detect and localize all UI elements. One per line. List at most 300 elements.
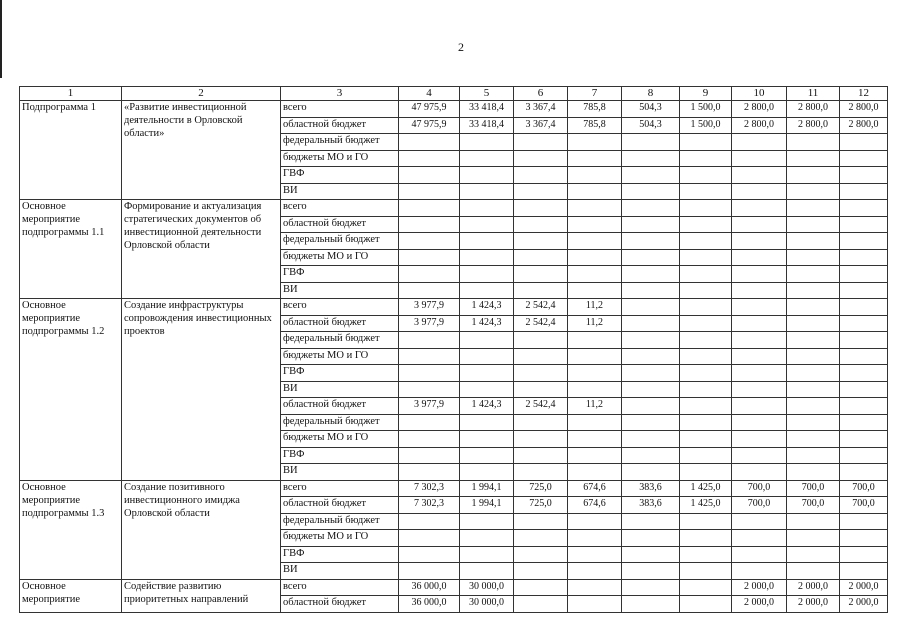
funding-source: ВИ [281, 464, 399, 481]
value-cell [680, 216, 732, 233]
value-cell [787, 249, 840, 266]
value-cell [514, 447, 568, 464]
funding-table [19, 86, 888, 613]
value-cell [514, 563, 568, 580]
value-cell [622, 282, 680, 299]
value-cell: 47 975,9 [399, 101, 460, 118]
value-cell: 2 000,0 [732, 596, 787, 613]
value-cell [399, 447, 460, 464]
value-cell [787, 315, 840, 332]
value-cell [622, 183, 680, 200]
value-cell [399, 200, 460, 217]
value-cell [460, 150, 514, 167]
funding-source: федеральный бюджет [281, 332, 399, 349]
value-cell [399, 266, 460, 283]
value-cell [787, 134, 840, 151]
value-cell: 33 418,4 [460, 117, 514, 134]
value-cell [732, 150, 787, 167]
value-cell [732, 315, 787, 332]
value-cell [399, 150, 460, 167]
value-cell: 36 000,0 [399, 579, 460, 596]
value-cell [787, 381, 840, 398]
value-cell [732, 282, 787, 299]
value-cell [622, 381, 680, 398]
value-cell [622, 233, 680, 250]
value-cell [399, 167, 460, 184]
value-cell [732, 299, 787, 316]
value-cell [787, 431, 840, 448]
value-cell: 2 000,0 [787, 579, 840, 596]
funding-source: областной бюджет [281, 398, 399, 415]
value-cell: 11,2 [568, 398, 622, 415]
value-cell [680, 315, 732, 332]
value-cell [514, 530, 568, 547]
value-cell [840, 216, 888, 233]
funding-source: федеральный бюджет [281, 513, 399, 530]
value-cell [568, 233, 622, 250]
value-cell [732, 414, 787, 431]
value-cell [840, 348, 888, 365]
value-cell [622, 398, 680, 415]
value-cell [399, 563, 460, 580]
column-header: 11 [787, 87, 840, 101]
value-cell [568, 530, 622, 547]
activity-name: Формирование и актуализация стратегических документов об инвестиционной деятельности Орловской области [122, 200, 281, 299]
value-cell [680, 447, 732, 464]
value-cell [460, 513, 514, 530]
value-cell [732, 530, 787, 547]
value-cell [568, 579, 622, 596]
value-cell [680, 150, 732, 167]
value-cell [514, 348, 568, 365]
value-cell [514, 365, 568, 382]
value-cell: 700,0 [840, 497, 888, 514]
value-cell [568, 348, 622, 365]
value-cell: 504,3 [622, 101, 680, 118]
value-cell [568, 200, 622, 217]
value-cell [622, 249, 680, 266]
value-cell [680, 513, 732, 530]
value-cell: 700,0 [732, 497, 787, 514]
funding-source: ГВФ [281, 546, 399, 563]
value-cell: 33 418,4 [460, 101, 514, 118]
table-row [20, 200, 888, 217]
value-cell [622, 200, 680, 217]
value-cell [514, 183, 568, 200]
column-header: 7 [568, 87, 622, 101]
value-cell [732, 431, 787, 448]
value-cell [787, 546, 840, 563]
value-cell [460, 249, 514, 266]
value-cell [568, 249, 622, 266]
value-cell [787, 266, 840, 283]
value-cell [514, 167, 568, 184]
value-cell [840, 282, 888, 299]
value-cell [787, 282, 840, 299]
value-cell: 3 977,9 [399, 315, 460, 332]
value-cell [622, 464, 680, 481]
value-cell: 2 800,0 [732, 117, 787, 134]
value-cell [622, 546, 680, 563]
value-cell [568, 134, 622, 151]
value-cell [787, 150, 840, 167]
value-cell [568, 282, 622, 299]
value-cell [622, 365, 680, 382]
value-cell [787, 530, 840, 547]
value-cell [840, 332, 888, 349]
activity-name: Создание позитивного инвестиционного имиджа Орловской области [122, 480, 281, 579]
value-cell [399, 183, 460, 200]
value-cell: 2 800,0 [787, 117, 840, 134]
value-cell [840, 414, 888, 431]
value-cell [568, 464, 622, 481]
value-cell [460, 464, 514, 481]
funding-source: ГВФ [281, 266, 399, 283]
value-cell [840, 150, 888, 167]
value-cell [840, 546, 888, 563]
value-cell [840, 464, 888, 481]
value-cell: 700,0 [787, 480, 840, 497]
value-cell [399, 414, 460, 431]
column-header: 10 [732, 87, 787, 101]
value-cell [680, 134, 732, 151]
value-cell [568, 167, 622, 184]
value-cell [732, 546, 787, 563]
column-header: 12 [840, 87, 888, 101]
value-cell: 700,0 [732, 480, 787, 497]
value-cell: 1 994,1 [460, 480, 514, 497]
value-cell [460, 414, 514, 431]
value-cell: 2 800,0 [840, 117, 888, 134]
value-cell [514, 150, 568, 167]
funding-source: федеральный бюджет [281, 134, 399, 151]
value-cell [399, 546, 460, 563]
funding-source: бюджеты МО и ГО [281, 249, 399, 266]
value-cell [622, 348, 680, 365]
value-cell [622, 414, 680, 431]
value-cell [514, 332, 568, 349]
value-cell: 383,6 [622, 497, 680, 514]
value-cell [514, 596, 568, 613]
value-cell [840, 563, 888, 580]
value-cell [460, 216, 514, 233]
value-cell [460, 233, 514, 250]
value-cell: 2 800,0 [732, 101, 787, 118]
funding-source: областной бюджет [281, 315, 399, 332]
value-cell [680, 233, 732, 250]
value-cell [568, 546, 622, 563]
value-cell [514, 233, 568, 250]
column-header: 1 [20, 87, 122, 101]
value-cell [460, 348, 514, 365]
funding-source: ВИ [281, 381, 399, 398]
value-cell [514, 200, 568, 217]
column-header: 4 [399, 87, 460, 101]
value-cell [680, 299, 732, 316]
value-cell [399, 216, 460, 233]
value-cell [514, 464, 568, 481]
value-cell [460, 381, 514, 398]
value-cell: 2 542,4 [514, 398, 568, 415]
activity-label: Основное мероприятие подпрограммы 1.3 [20, 480, 122, 579]
value-cell [568, 365, 622, 382]
value-cell [399, 464, 460, 481]
value-cell [840, 233, 888, 250]
left-margin-rule [0, 0, 2, 78]
value-cell [460, 183, 514, 200]
value-cell [568, 266, 622, 283]
value-cell [680, 414, 732, 431]
value-cell: 2 000,0 [732, 579, 787, 596]
value-cell [787, 332, 840, 349]
value-cell [514, 579, 568, 596]
funding-source: бюджеты МО и ГО [281, 530, 399, 547]
value-cell [460, 282, 514, 299]
value-cell [399, 134, 460, 151]
value-cell: 504,3 [622, 117, 680, 134]
value-cell [732, 447, 787, 464]
value-cell [680, 183, 732, 200]
activity-name: Содействие развитию приоритетных направлений [122, 579, 281, 612]
value-cell [514, 134, 568, 151]
value-cell [568, 563, 622, 580]
value-cell [787, 216, 840, 233]
value-cell [622, 563, 680, 580]
value-cell [840, 183, 888, 200]
value-cell: 3 977,9 [399, 398, 460, 415]
funding-source: областной бюджет [281, 216, 399, 233]
value-cell [568, 381, 622, 398]
table-body [20, 87, 888, 613]
value-cell [460, 447, 514, 464]
value-cell: 2 800,0 [840, 101, 888, 118]
funding-source: областной бюджет [281, 117, 399, 134]
value-cell [840, 266, 888, 283]
value-cell [840, 315, 888, 332]
funding-source: федеральный бюджет [281, 414, 399, 431]
funding-source: областной бюджет [281, 596, 399, 613]
value-cell [840, 365, 888, 382]
funding-source: ВИ [281, 282, 399, 299]
value-cell [460, 546, 514, 563]
value-cell [622, 513, 680, 530]
value-cell [732, 183, 787, 200]
value-cell: 36 000,0 [399, 596, 460, 613]
value-cell [732, 332, 787, 349]
value-cell [680, 249, 732, 266]
value-cell [680, 167, 732, 184]
value-cell [399, 365, 460, 382]
value-cell [732, 563, 787, 580]
value-cell [399, 282, 460, 299]
value-cell [399, 381, 460, 398]
value-cell [622, 579, 680, 596]
funding-source: ВИ [281, 183, 399, 200]
value-cell: 30 000,0 [460, 596, 514, 613]
funding-source: всего [281, 480, 399, 497]
column-header: 9 [680, 87, 732, 101]
value-cell [680, 398, 732, 415]
value-cell [732, 381, 787, 398]
value-cell: 700,0 [840, 480, 888, 497]
value-cell [787, 398, 840, 415]
value-cell [399, 513, 460, 530]
funding-source: федеральный бюджет [281, 233, 399, 250]
value-cell [840, 299, 888, 316]
value-cell [514, 381, 568, 398]
value-cell [787, 183, 840, 200]
value-cell [840, 381, 888, 398]
value-cell: 2 800,0 [787, 101, 840, 118]
value-cell [680, 332, 732, 349]
value-cell [840, 530, 888, 547]
funding-source: всего [281, 299, 399, 316]
value-cell [680, 365, 732, 382]
value-cell: 1 425,0 [680, 480, 732, 497]
value-cell [680, 563, 732, 580]
value-cell [622, 596, 680, 613]
value-cell [732, 513, 787, 530]
value-cell: 725,0 [514, 480, 568, 497]
value-cell [622, 150, 680, 167]
value-cell [787, 233, 840, 250]
value-cell [568, 150, 622, 167]
value-cell: 700,0 [787, 497, 840, 514]
value-cell [399, 431, 460, 448]
value-cell [460, 167, 514, 184]
value-cell [680, 348, 732, 365]
activity-name: Создание инфраструктуры сопровождения инвестиционных проектов [122, 299, 281, 481]
value-cell [787, 348, 840, 365]
value-cell: 47 975,9 [399, 117, 460, 134]
value-cell: 2 000,0 [787, 596, 840, 613]
value-cell [680, 464, 732, 481]
value-cell [514, 216, 568, 233]
value-cell: 1 424,3 [460, 398, 514, 415]
value-cell [732, 167, 787, 184]
table-row [20, 101, 888, 118]
value-cell: 1 425,0 [680, 497, 732, 514]
value-cell [568, 183, 622, 200]
value-cell [399, 348, 460, 365]
value-cell [680, 381, 732, 398]
value-cell: 11,2 [568, 299, 622, 316]
value-cell: 7 302,3 [399, 480, 460, 497]
value-cell: 2 000,0 [840, 579, 888, 596]
value-cell [787, 563, 840, 580]
value-cell: 3 977,9 [399, 299, 460, 316]
value-cell [399, 249, 460, 266]
column-header: 5 [460, 87, 514, 101]
value-cell [460, 266, 514, 283]
value-cell [787, 513, 840, 530]
value-cell [460, 332, 514, 349]
value-cell [568, 431, 622, 448]
value-cell [787, 414, 840, 431]
value-cell [732, 233, 787, 250]
value-cell [460, 530, 514, 547]
value-cell [787, 447, 840, 464]
column-header: 6 [514, 87, 568, 101]
value-cell [514, 431, 568, 448]
value-cell: 1 500,0 [680, 101, 732, 118]
value-cell [840, 431, 888, 448]
value-cell [680, 579, 732, 596]
value-cell [514, 249, 568, 266]
value-cell [680, 596, 732, 613]
value-cell [840, 513, 888, 530]
activity-label: Основное мероприятие подпрограммы 1.1 [20, 200, 122, 299]
value-cell [622, 332, 680, 349]
funding-source: ГВФ [281, 365, 399, 382]
value-cell: 1 994,1 [460, 497, 514, 514]
value-cell [399, 530, 460, 547]
table-row [20, 480, 888, 497]
value-cell [840, 398, 888, 415]
value-cell [840, 167, 888, 184]
funding-source: всего [281, 200, 399, 217]
activity-label: Подпрограмма 1 [20, 101, 122, 200]
value-cell [399, 332, 460, 349]
column-header: 8 [622, 87, 680, 101]
value-cell: 674,6 [568, 497, 622, 514]
value-cell [680, 266, 732, 283]
value-cell [840, 200, 888, 217]
funding-source: ГВФ [281, 447, 399, 464]
value-cell [732, 348, 787, 365]
funding-source: бюджеты МО и ГО [281, 348, 399, 365]
value-cell: 674,6 [568, 480, 622, 497]
value-cell [622, 431, 680, 448]
value-cell [622, 315, 680, 332]
funding-source: ВИ [281, 563, 399, 580]
value-cell: 3 367,4 [514, 101, 568, 118]
value-cell [568, 216, 622, 233]
value-cell [568, 596, 622, 613]
activity-label: Основное мероприятие [20, 579, 122, 612]
table-row [20, 299, 888, 316]
value-cell [514, 546, 568, 563]
value-cell: 785,8 [568, 101, 622, 118]
value-cell: 383,6 [622, 480, 680, 497]
value-cell [514, 266, 568, 283]
value-cell [460, 365, 514, 382]
funding-source: областной бюджет [281, 497, 399, 514]
value-cell: 725,0 [514, 497, 568, 514]
value-cell: 11,2 [568, 315, 622, 332]
value-cell [568, 414, 622, 431]
column-header: 3 [281, 87, 399, 101]
value-cell [732, 249, 787, 266]
value-cell [787, 200, 840, 217]
value-cell [680, 200, 732, 217]
value-cell [732, 398, 787, 415]
funding-source: бюджеты МО и ГО [281, 431, 399, 448]
funding-source: бюджеты МО и ГО [281, 150, 399, 167]
value-cell: 1 424,3 [460, 299, 514, 316]
value-cell [732, 266, 787, 283]
value-cell [622, 134, 680, 151]
value-cell [787, 464, 840, 481]
value-cell [732, 134, 787, 151]
value-cell: 2 542,4 [514, 299, 568, 316]
table-row [20, 579, 888, 596]
value-cell [568, 513, 622, 530]
value-cell [622, 447, 680, 464]
value-cell [840, 447, 888, 464]
value-cell [732, 216, 787, 233]
activity-label: Основное мероприятие подпрограммы 1.2 [20, 299, 122, 481]
